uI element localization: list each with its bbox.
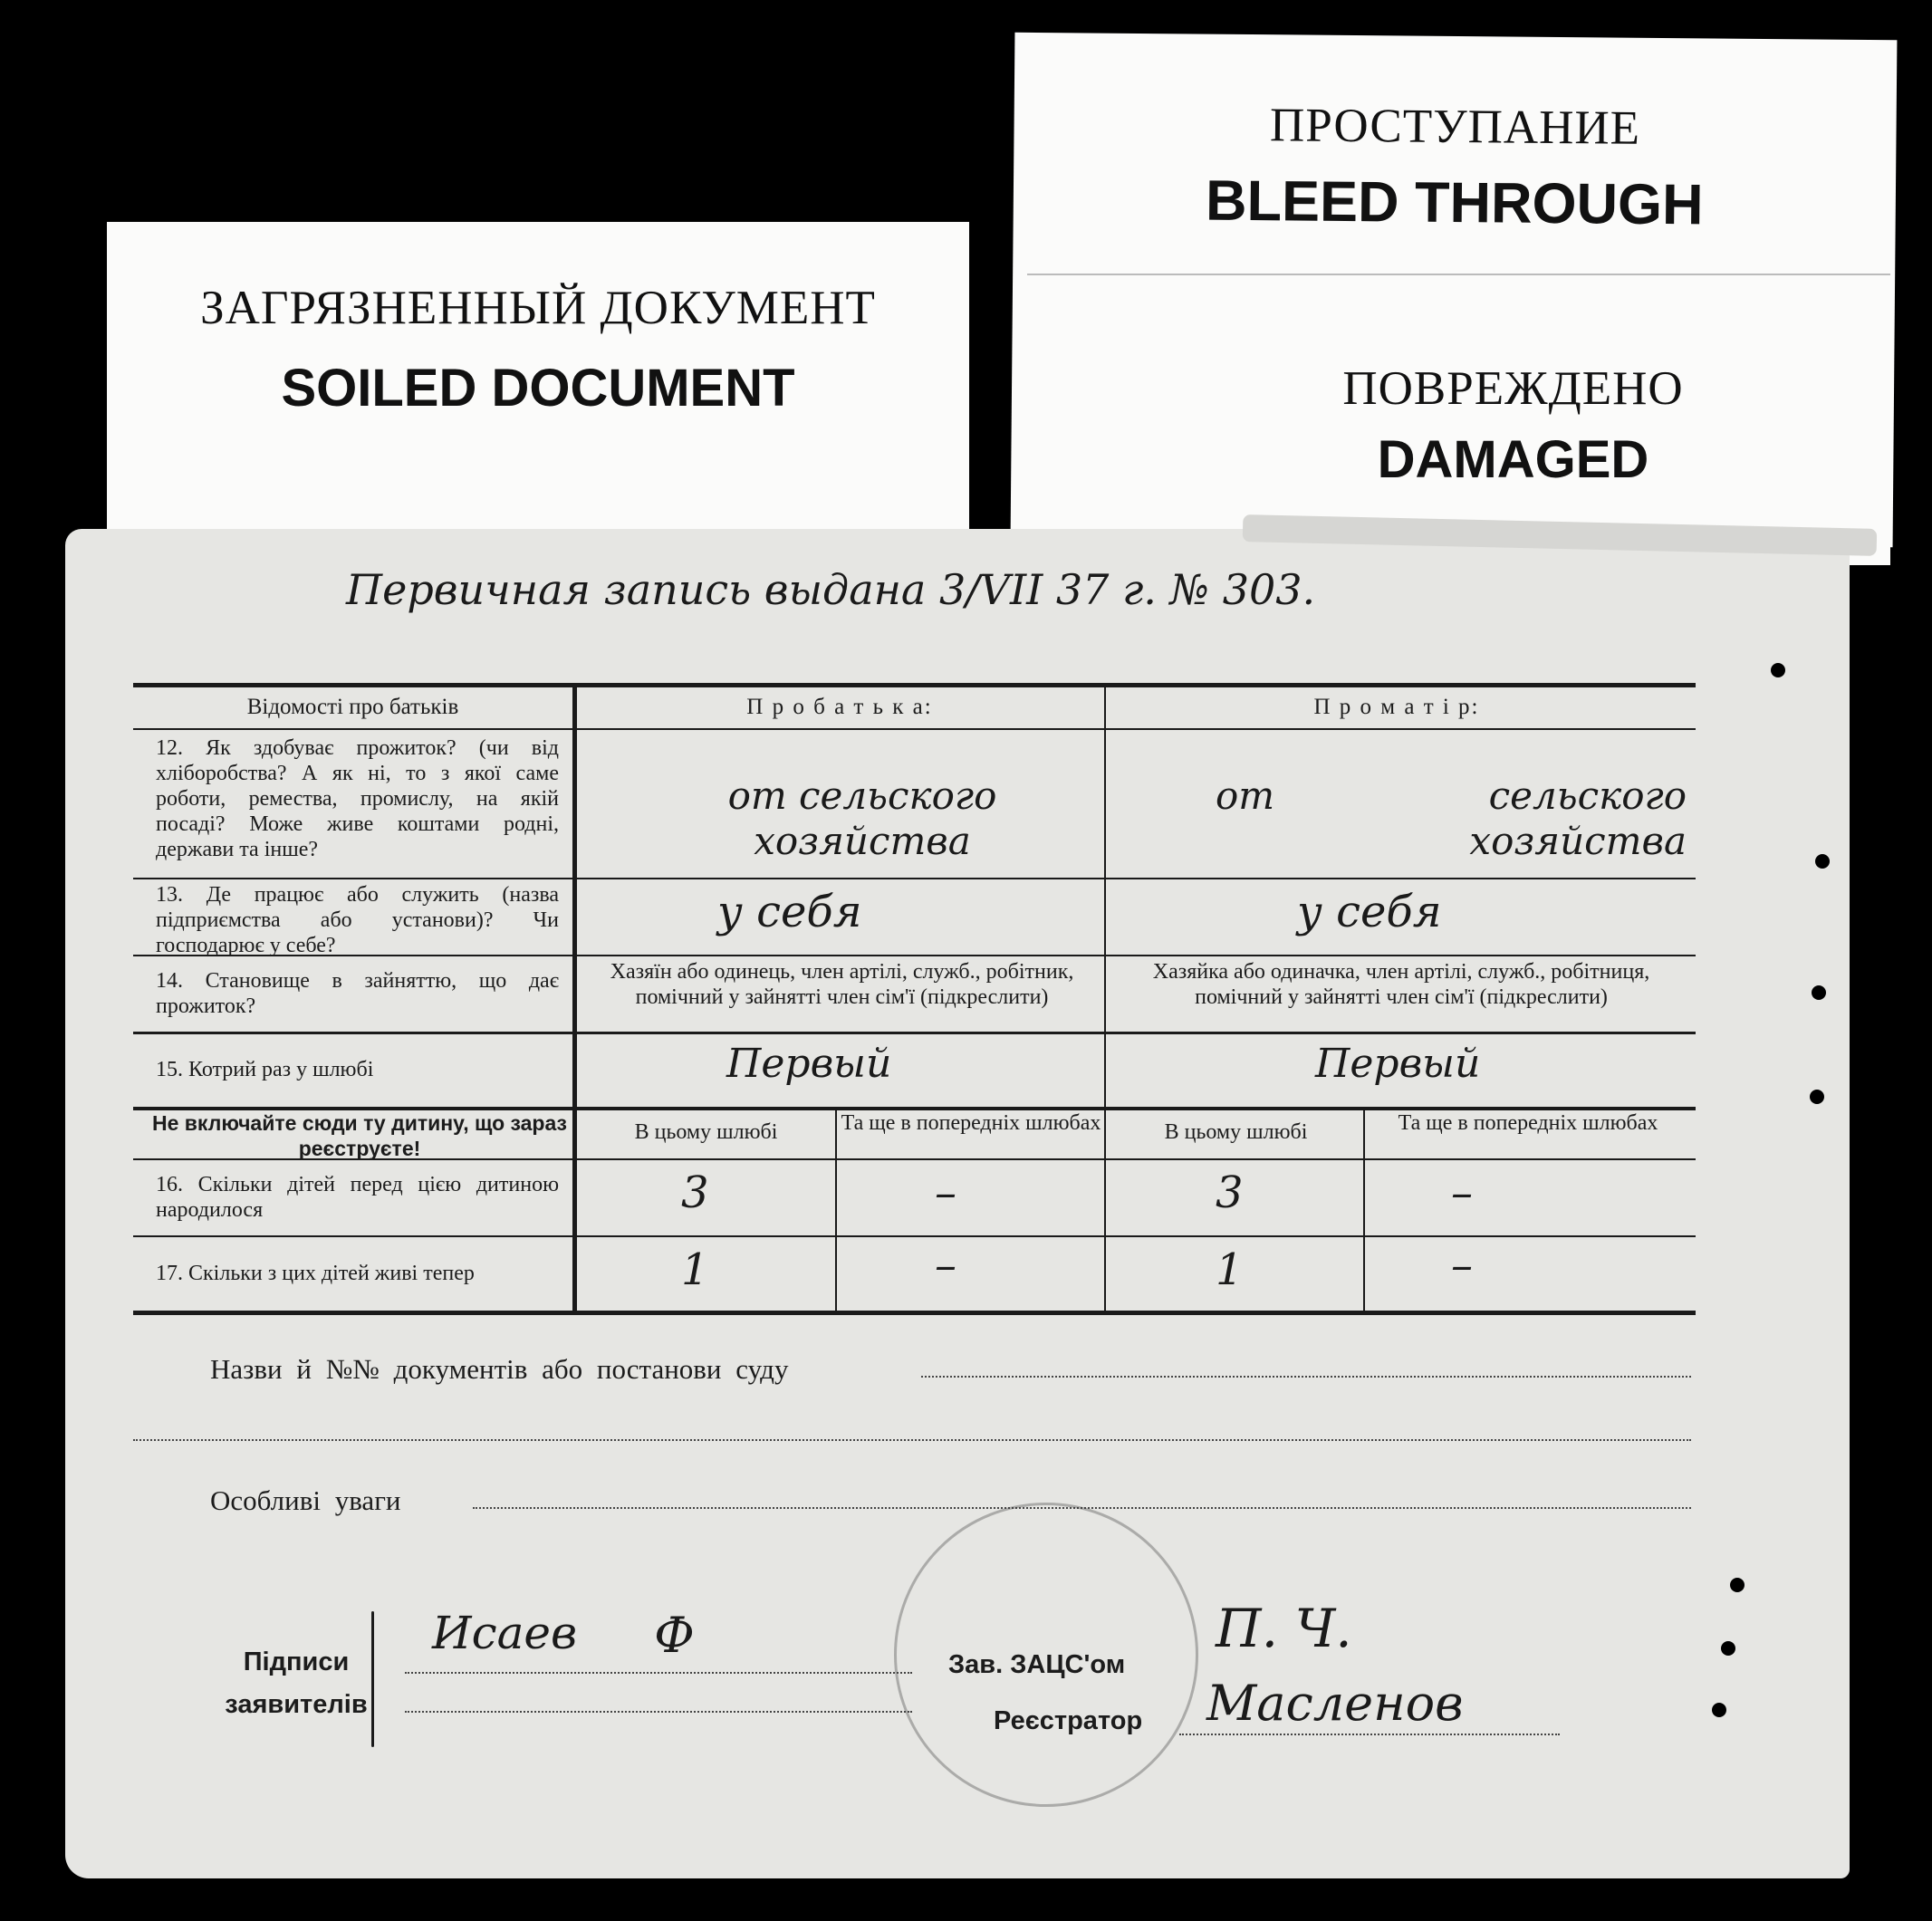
q16-father-this: 3 bbox=[681, 1167, 709, 1218]
col-divider-2 bbox=[1104, 687, 1106, 1312]
documents-line-2 bbox=[133, 1439, 1691, 1441]
q13-mother-answer: у себя bbox=[1297, 887, 1442, 937]
q16-mother-prev: – bbox=[1451, 1167, 1473, 1218]
q14-mother-options: Хазяйка або одиначка, член артілі, служб., робітниця, помічний у зайнятті член сім'ї (підкреслити) bbox=[1152, 960, 1650, 1009]
col-divider-1 bbox=[572, 687, 577, 1312]
binding-hole bbox=[1730, 1578, 1745, 1592]
q12-father-answer: от сельского хозяйства bbox=[727, 773, 997, 863]
row16-rule bbox=[133, 1235, 1696, 1237]
applicant-line-1 bbox=[405, 1672, 912, 1674]
registration-form-page bbox=[65, 529, 1850, 1878]
father-this-marriage: В цьому шлюбі bbox=[634, 1120, 778, 1144]
binding-hole bbox=[1815, 854, 1830, 869]
q12-mother-answer-b: сельского хозяйства bbox=[1469, 773, 1687, 863]
col-divider-father bbox=[835, 1109, 837, 1312]
col-header-mother: П р о м а т і р: bbox=[1313, 695, 1480, 719]
q13-father-answer: у себя bbox=[717, 887, 862, 937]
q17-father-prev: – bbox=[935, 1240, 956, 1291]
documents-label: Назви й №№ документів або постанови суду bbox=[210, 1353, 789, 1385]
head-signature: П. Ч. bbox=[1216, 1598, 1352, 1659]
q12-mother-answer-a: от bbox=[1216, 773, 1275, 818]
father-previous-marriages: Та ще в попередніх шлюбах bbox=[841, 1111, 1101, 1135]
question-13: 13. Де працює або служить (назва підприємства або установи)? Чи господарює у себе? bbox=[156, 883, 559, 957]
table-header-rule bbox=[133, 728, 1696, 730]
soiled-document-en: SOILED DOCUMENT bbox=[281, 359, 795, 418]
registrar-line bbox=[1179, 1734, 1560, 1735]
mother-this-marriage: В цьому шлюбі bbox=[1164, 1120, 1308, 1144]
applicant-signature: Исаев bbox=[432, 1607, 578, 1659]
damaged-en: DAMAGED bbox=[1377, 430, 1649, 489]
row12-rule bbox=[133, 878, 1696, 879]
question-12: 12. Як здобуває прожиток? (чи від хліборобства? А як ні, то з якої саме роботи, ремества, промислу, на якій посаді? Може живе коштами родні, держави та інше? bbox=[156, 736, 559, 861]
registrar-signature: Масленов bbox=[1206, 1675, 1464, 1732]
q16-mother-this: 3 bbox=[1216, 1167, 1244, 1218]
row14-rule bbox=[133, 1032, 1696, 1034]
head-of-registry-label: Зав. ЗАЦС'ом bbox=[948, 1650, 1126, 1679]
soiled-document-ru: ЗАГРЯЗНЕННЫЙ ДОКУМЕНТ bbox=[200, 282, 876, 334]
exclusion-note: Не включайте сюди ту дитину, що зараз реєструєте! bbox=[151, 1111, 567, 1160]
question-15: 15. Котрий раз у шлюбі bbox=[156, 1058, 374, 1081]
table-top-rule bbox=[133, 683, 1696, 687]
documents-line-1 bbox=[921, 1376, 1691, 1378]
binding-hole bbox=[1810, 1090, 1824, 1104]
binding-hole bbox=[1721, 1641, 1735, 1656]
bleed-through-en: BLEED THROUGH bbox=[1205, 168, 1704, 237]
col-divider-mother bbox=[1363, 1109, 1365, 1312]
q16-father-prev: – bbox=[935, 1167, 956, 1218]
remarks-label: Особливі уваги bbox=[210, 1484, 401, 1516]
q14-father-options: Хазяїн або одинець, член артілі, служб., робітник, помічний у зайнятті член сім'ї (підкреслити) bbox=[610, 960, 1074, 1009]
col-header-info: Відомості про батьків bbox=[246, 695, 459, 719]
signatures-bracket bbox=[371, 1611, 374, 1747]
bleed-through-ru: ПРОСТУПАНИЕ bbox=[1269, 99, 1641, 155]
col-header-father: П р о б а т ь к а: bbox=[746, 695, 933, 719]
mother-previous-marriages: Та ще в попередніх шлюбах bbox=[1398, 1111, 1658, 1135]
applicant-signature-2: Ф bbox=[654, 1607, 695, 1664]
question-17: 17. Скільки з цих дітей живі тепер bbox=[156, 1262, 475, 1285]
q17-mother-this: 1 bbox=[1216, 1244, 1244, 1295]
damaged-ru: ПОВРЕЖДЕНО bbox=[1342, 362, 1684, 415]
binding-hole bbox=[1771, 663, 1785, 677]
table-bottom-rule bbox=[133, 1311, 1696, 1315]
applicant-line-2 bbox=[405, 1711, 912, 1713]
q15-mother-answer: Первый bbox=[1315, 1041, 1481, 1087]
q15-father-answer: Первый bbox=[726, 1041, 892, 1087]
binding-hole bbox=[1712, 1703, 1726, 1717]
soiled-document-label bbox=[107, 222, 969, 530]
q17-mother-prev: – bbox=[1451, 1240, 1473, 1291]
primary-record-note: Первичная запись выдана 3/VII 37 г. № 303. bbox=[346, 565, 1316, 614]
registrar-label: Реєстратор bbox=[994, 1706, 1143, 1735]
question-14: 14. Становище в зайняттю, що дає прожиток? bbox=[156, 969, 559, 1018]
signatures-label-1: Підписи bbox=[243, 1647, 350, 1676]
signatures-label-2: заявителів bbox=[225, 1690, 368, 1719]
binding-hole bbox=[1812, 985, 1826, 1000]
q17-father-this: 1 bbox=[681, 1244, 709, 1295]
question-16: 16. Скільки дітей перед цією дитиною народилося bbox=[156, 1173, 559, 1222]
